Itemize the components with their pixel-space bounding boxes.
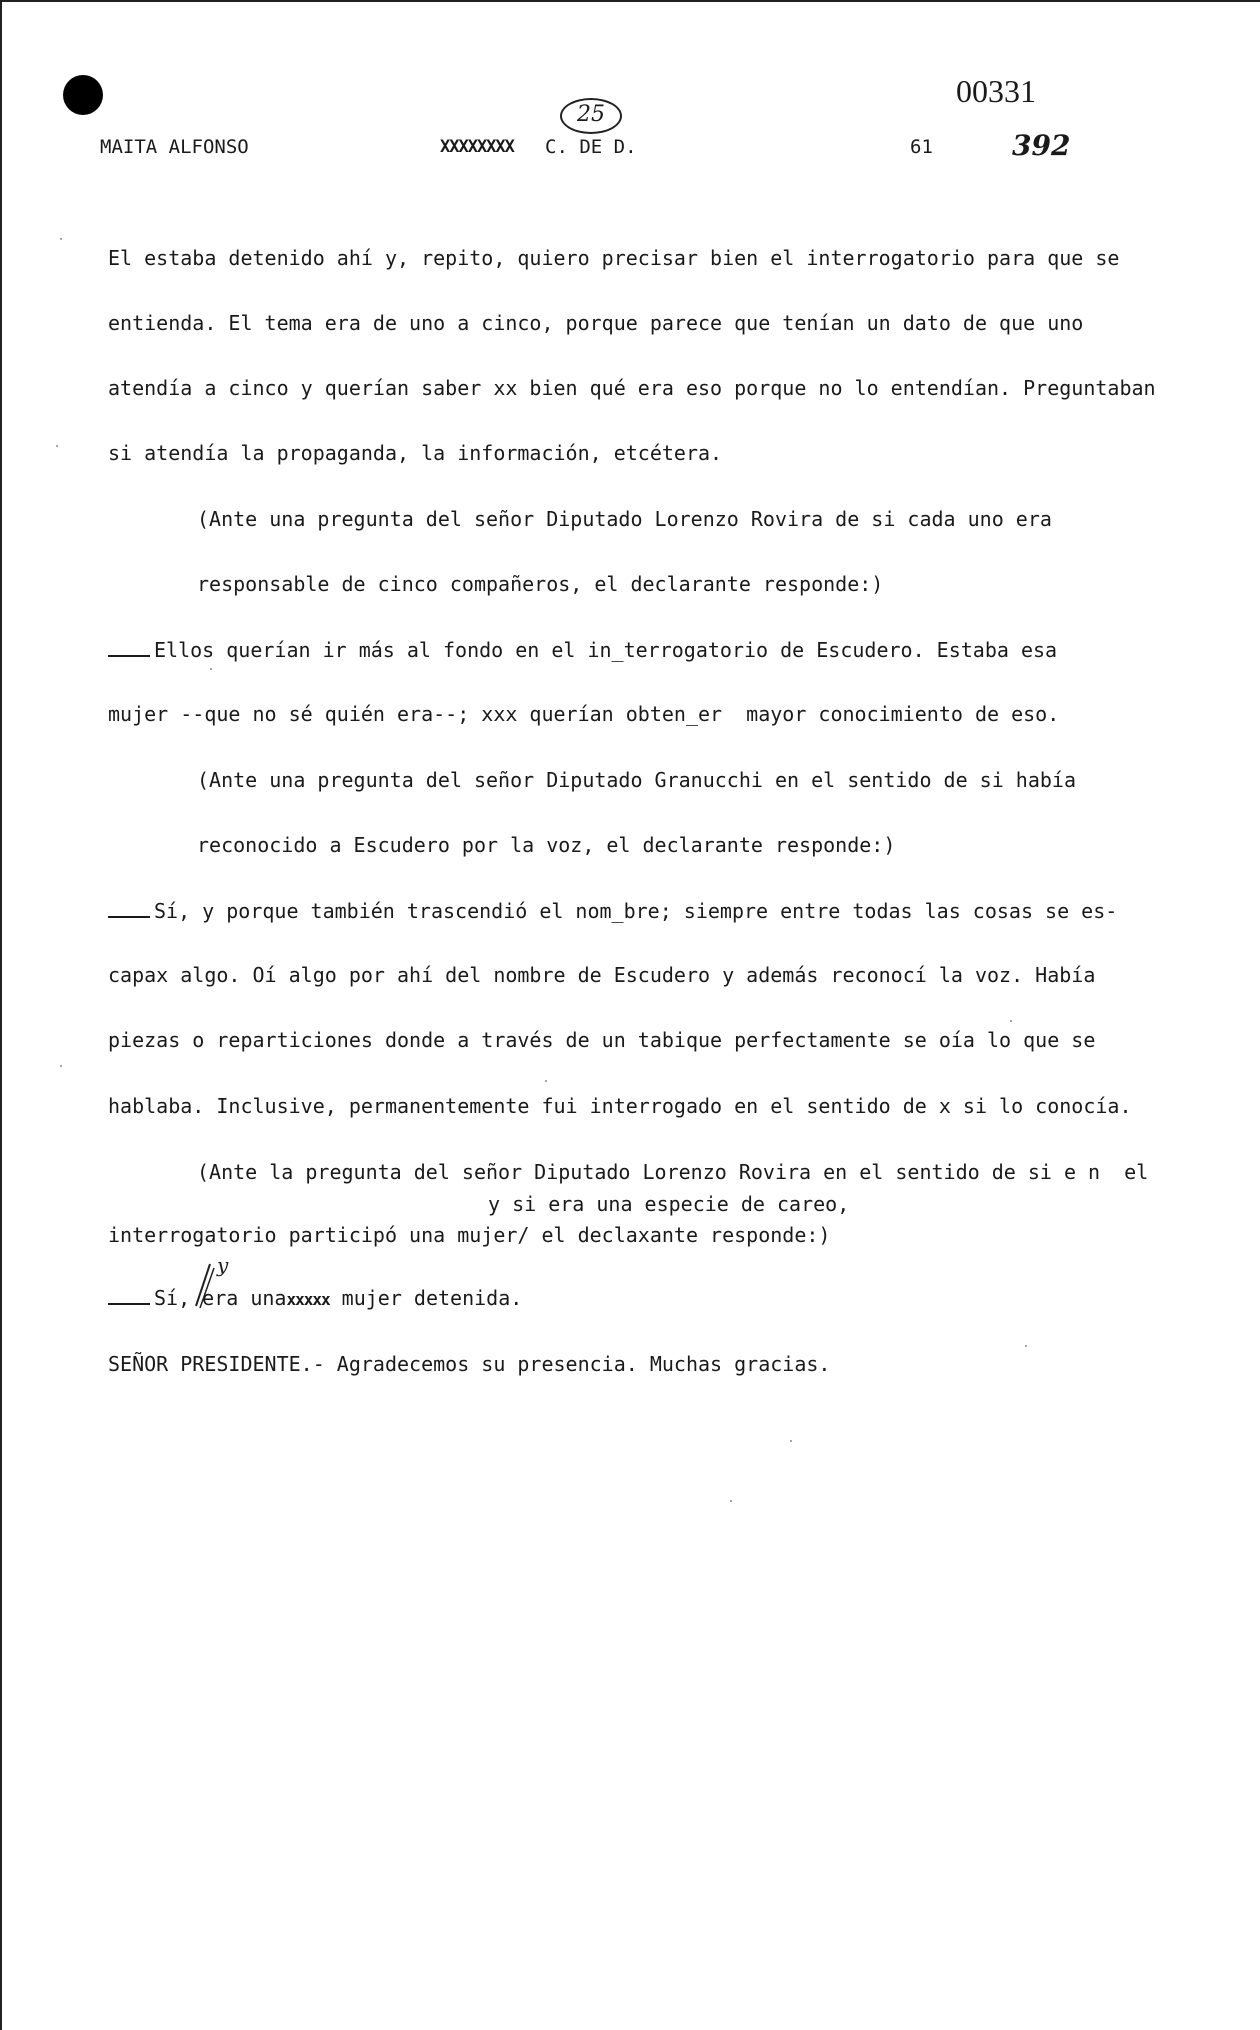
question-line: (Ante una pregunta del señor Diputado Granucchi en el sentido de si había: [197, 768, 1076, 792]
stamp-number: 00331: [956, 73, 1036, 109]
body-line: El estaba detenido ahí y, repito, quiero precisar bien el interrogatorio para que se: [108, 246, 1120, 270]
scan-speck: [1025, 1345, 1027, 1347]
redacted-text: xxxxx: [286, 1290, 330, 1309]
circled-folio-mark: 25: [560, 98, 622, 134]
header-commission: C. DE D.: [545, 136, 637, 158]
body-line: atendía a cinco y querían saber xx bien qué era eso porque no lo entendían. Preguntaban: [108, 376, 1156, 400]
answer-line: mujer --que no sé quién era--; xxx querían obten_er mayor conocimiento de eso.: [108, 702, 1060, 726]
handwritten-insertion: y: [217, 1253, 229, 1277]
scan-speck: [60, 238, 62, 240]
body-line: si atendía la propaganda, la información, etcétera.: [108, 441, 723, 465]
question-line: (Ante una pregunta del señor Diputado Lorenzo Rovira de si cada uno era: [197, 507, 1052, 531]
handwritten-folio: 392: [1012, 129, 1071, 162]
scan-speck: [60, 1065, 62, 1067]
handwritten-insertion-mark: [190, 1262, 220, 1310]
body-line: entienda. El tema era de uno a cinco, porque parece que tenían un dato de que uno: [108, 311, 1084, 335]
answer-dash: [108, 637, 150, 657]
question-line: reconocido a Escudero por la voz, el declarante responde:): [197, 833, 896, 857]
answer-text: mujer detenida.: [329, 1286, 523, 1310]
header-redacted-text: XXXXXXXX: [440, 137, 514, 157]
scan-speck: [730, 1500, 732, 1502]
header-name: MAITA ALFONSO: [100, 136, 249, 158]
answer-dash: [108, 898, 150, 918]
scan-speck: [545, 1080, 547, 1082]
scan-speck: [56, 445, 58, 447]
answer-line: Ellos querían ir más al fondo en el in_terrogatorio de Escudero. Estaba esa: [154, 638, 1058, 662]
header-page-number: 61: [910, 136, 933, 158]
answer-text: era una: [190, 1286, 287, 1310]
question-line: (Ante la pregunta del señor Diputado Lorenzo Rovira en el sentido de si e n el: [197, 1160, 1149, 1184]
closing-statement: SEÑOR PRESIDENTE.- Agradecemos su presencia. Muchas gracias.: [108, 1352, 831, 1376]
punch-hole-mark: [63, 75, 103, 115]
scan-speck: [1010, 1020, 1012, 1022]
answer-line: Sí, y porque también trascendió el nom_bre; siempre entre todas las cosas se es-: [154, 899, 1118, 923]
question-line: interrogatorio participó una mujer/ el declaxante responde:): [108, 1223, 831, 1247]
scan-speck: [790, 1440, 792, 1442]
answer-dash: [108, 1285, 150, 1305]
answer-line: capax algo. Oí algo por ahí del nombre de Escudero y además reconocí la voz. Había: [108, 963, 1096, 987]
scan-speck: [210, 668, 212, 670]
question-insertion: y si era una especie de careo,: [488, 1192, 850, 1216]
answer-line: hablaba. Inclusive, permanentemente fui interrogado en el sentido de x si lo conocía.: [108, 1094, 1132, 1118]
question-line: responsable de cinco compañeros, el declarante responde:): [197, 572, 884, 596]
answer-line: piezas o reparticiones donde a través de un tabique perfectamente se oía lo que se: [108, 1028, 1096, 1052]
answer-prefix: Sí,: [154, 1286, 191, 1310]
